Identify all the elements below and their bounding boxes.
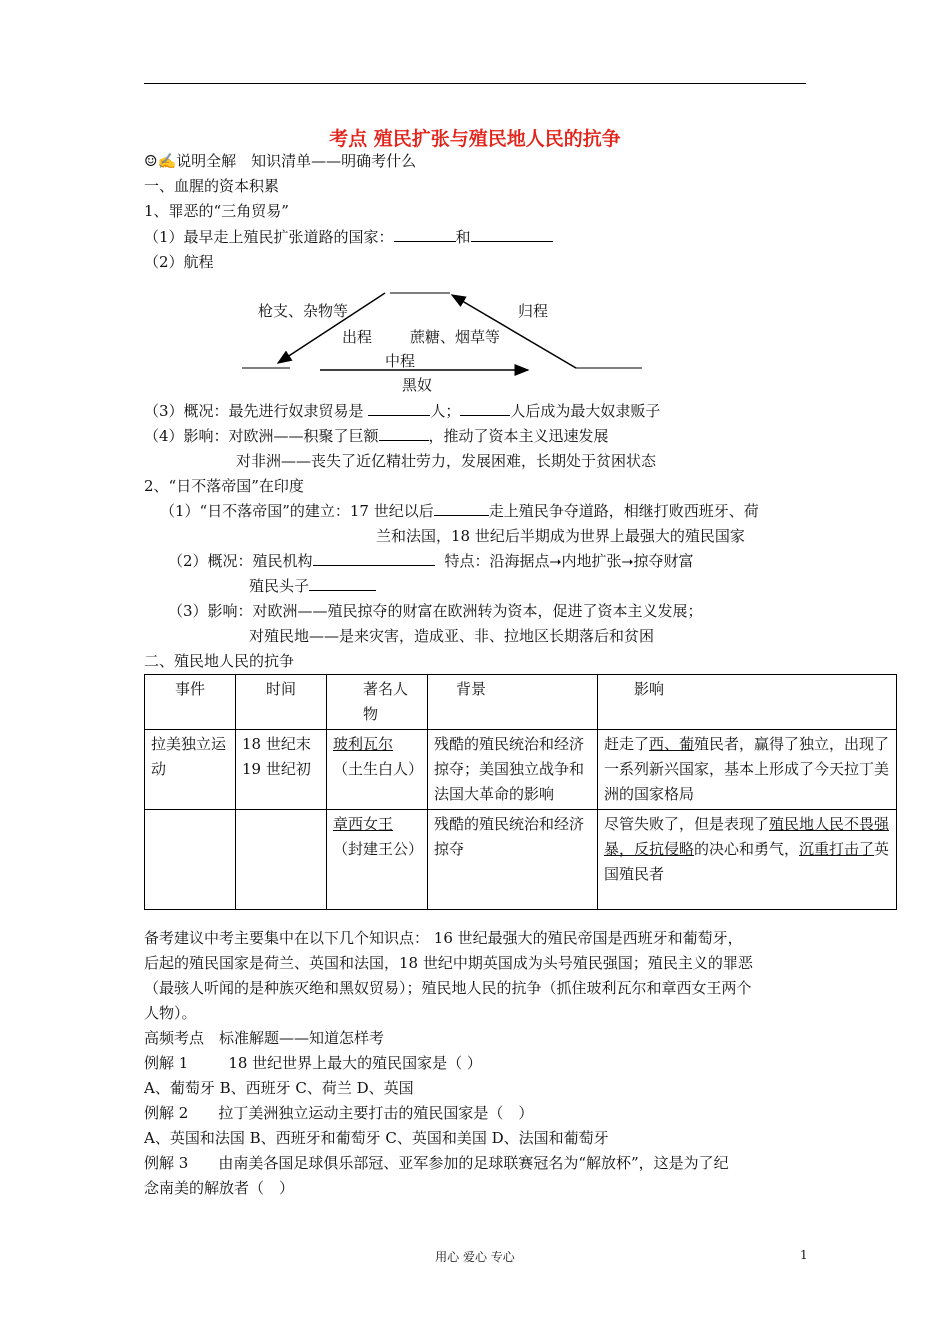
label-return: 归程: [518, 302, 549, 320]
table-cell: [145, 810, 236, 910]
cell-text: 的决心和勇气，: [694, 840, 800, 858]
table-row: [145, 730, 897, 810]
intro-line: [144, 150, 416, 172]
question-text: （1）“日不落帝国”的建立：17 世纪以后: [160, 502, 434, 520]
underlined-text: 殖民地人民不畏强暴，反抗侵略: [604, 815, 890, 858]
question-text: 特点：沿海据点⭢内地扩张⭢掠夺财富: [444, 552, 694, 570]
answer-blank: [471, 226, 553, 242]
impact-colonies: 对殖民地——是来灾害，造成亚、非、拉地区长期落后和贫困: [249, 627, 655, 645]
answer-blank: [460, 400, 510, 416]
question-text: 走上殖民争夺道路，相继打败西班牙、荷: [488, 502, 759, 520]
page-number: 1: [800, 1248, 808, 1262]
question-earliest-countries: [144, 226, 553, 248]
intro-text: 说明全解 知识清单——明确考什么: [176, 152, 417, 170]
page-title: 考点 殖民扩张与殖民地人民的抗争: [329, 128, 621, 150]
table-header-cell: 时间: [236, 675, 327, 730]
label-middle-passage: 中程: [385, 352, 416, 370]
example-3-question: [144, 1152, 729, 1174]
question-colonial-head: [249, 575, 376, 597]
label-outbound: 出程: [342, 328, 373, 346]
answer-blank: [434, 500, 489, 516]
table-header-cell: 背景: [428, 675, 598, 730]
question-text: ，推动了资本主义迅速发展: [428, 427, 609, 445]
section-2-heading: 二、殖民地人民的抗争: [144, 652, 295, 670]
table-header-cell: 事件: [145, 675, 236, 730]
question-text: （1）最早走上殖民扩张道路的国家：: [144, 228, 394, 246]
cell-text: 英国殖民者: [604, 840, 890, 883]
table-cell: [598, 810, 897, 910]
underlined-text: 沉重打击了: [799, 840, 875, 858]
header-rule: [144, 83, 806, 84]
question-colonial-overview: [168, 550, 694, 572]
question-text: 殖民头子: [249, 577, 310, 595]
cell-text: 尽管失败了，但是表现了: [604, 815, 770, 833]
resistance-table: [144, 674, 897, 910]
example-3-question-cont: 念南美的解放者（ ）: [144, 1179, 295, 1197]
impact-europe: （3）影响：对欧洲——殖民掠夺的财富在欧洲转为资本，促进了资本主义发展；: [168, 602, 703, 620]
table-cell: 残酷的殖民统治和经济掠夺；美国独立战争和法国大革命的影响: [428, 730, 598, 810]
conjunction: 和: [455, 228, 471, 246]
label-slaves: 黑奴: [402, 376, 433, 394]
example-2-options: A、英国和法国 B、西班牙和葡萄牙 C、英国和美国 D、法国和葡萄牙: [144, 1129, 609, 1147]
triangle-trade-diagram: [230, 280, 660, 400]
cell-text: 赶走了: [604, 735, 650, 753]
question-text: （3）概况：最先进行奴隶贸易是: [144, 402, 369, 420]
section-1-heading: 一、血腥的资本积累: [144, 177, 280, 195]
table-header-cell: 影响: [598, 675, 897, 730]
label-sugar-tobacco: 蔗糖、烟草等: [410, 328, 501, 346]
answer-blank: [394, 226, 456, 242]
empire-continuation: 兰和法国，18 世纪后半期成为世界上最强大的殖民国家: [376, 527, 745, 545]
question-text: （2）概况：殖民机构: [168, 552, 313, 570]
footer-motto: 用心 爱心 专心: [435, 1250, 515, 1264]
cell-text: 殖民者，赢得了独立，出现了一系列新兴国家，基本上形成了今天拉丁美洲的国家格局: [604, 735, 890, 803]
answer-blank: [379, 425, 429, 441]
example-label: 例解 2: [144, 1104, 189, 1122]
example-1-question: [144, 1052, 482, 1074]
advice-line: 备考建议中考主要集中在以下几个知识点： 16 世纪最强大的殖民帝国是西班牙和葡萄牙，: [144, 929, 743, 947]
table-row: [145, 810, 897, 910]
example-label: 例解 3: [144, 1154, 189, 1172]
table-cell: [327, 730, 428, 810]
question-text: 18 世纪世界上最大的殖民国家是（ ）: [228, 1054, 482, 1072]
table-cell: [598, 730, 897, 810]
question-impact: [144, 425, 609, 447]
smiley-pen-icon: ☺✍: [144, 152, 177, 170]
example-1-options: A、葡萄牙 B、西班牙 C、荷兰 D、英国: [144, 1079, 414, 1097]
question-text: （4）影响：对欧洲——积聚了巨额: [144, 427, 379, 445]
impact-africa: 对非洲——丧失了近亿精壮劳力，发展困难，长期处于贫困状态: [236, 452, 657, 470]
question-text: 人；: [430, 402, 461, 420]
question-overview: [144, 400, 660, 422]
underlined-name: 玻利瓦尔: [333, 735, 394, 753]
table-header-row: [145, 675, 897, 730]
advice-line: 后起的殖民国家是荷兰、英国和法国，18 世纪中期英国成为头号殖民强国；殖民主义的罪恶: [144, 954, 753, 972]
practice-heading: 高频考点 标准解题——知道怎样考: [144, 1029, 385, 1047]
answer-blank: [313, 550, 435, 566]
answer-blank: [309, 575, 376, 591]
underlined-text: 西、葡: [649, 735, 695, 753]
question-empire-established: [160, 500, 759, 522]
question-text: 人后成为最大奴隶贩子: [510, 402, 661, 420]
label-guns-goods: 枪支、杂物等: [258, 302, 349, 320]
person-note: （土生白人）: [333, 760, 424, 778]
advice-line: （最骇人听闻的是种族灭绝和黑奴贸易）；殖民地人民的抗争（抓住玻利瓦尔和章西女王两个: [144, 979, 752, 997]
question-text: 拉丁美洲独立运动主要打击的殖民国家是（ ）: [218, 1104, 534, 1122]
table-cell: 18 世纪末 19 世纪初: [236, 730, 327, 810]
table-cell: [327, 810, 428, 910]
table-cell: 残酷的殖民统治和经济掠夺: [428, 810, 598, 910]
subsection-triangle-trade: 1、罪恶的“三角贸易”: [144, 202, 289, 220]
question-text: 由南美各国足球俱乐部冠、亚军参加的足球联赛冠名为“解放杯”，这是为了纪: [218, 1154, 729, 1172]
example-label: 例解 1: [144, 1054, 189, 1072]
example-2-question: [144, 1102, 533, 1124]
table-header-cell: 著名人物: [327, 675, 428, 730]
question-voyage: （2）航程: [144, 253, 214, 271]
advice-line: 人物）。: [144, 1004, 197, 1022]
answer-blank: [368, 400, 430, 416]
underlined-name: 章西女王: [333, 815, 394, 833]
person-note: （封建王公）: [333, 840, 424, 858]
table-cell: 拉美独立运动: [145, 730, 236, 810]
subsection-india: 2、“日不落帝国”在印度: [144, 477, 304, 495]
table-cell: [236, 810, 327, 910]
